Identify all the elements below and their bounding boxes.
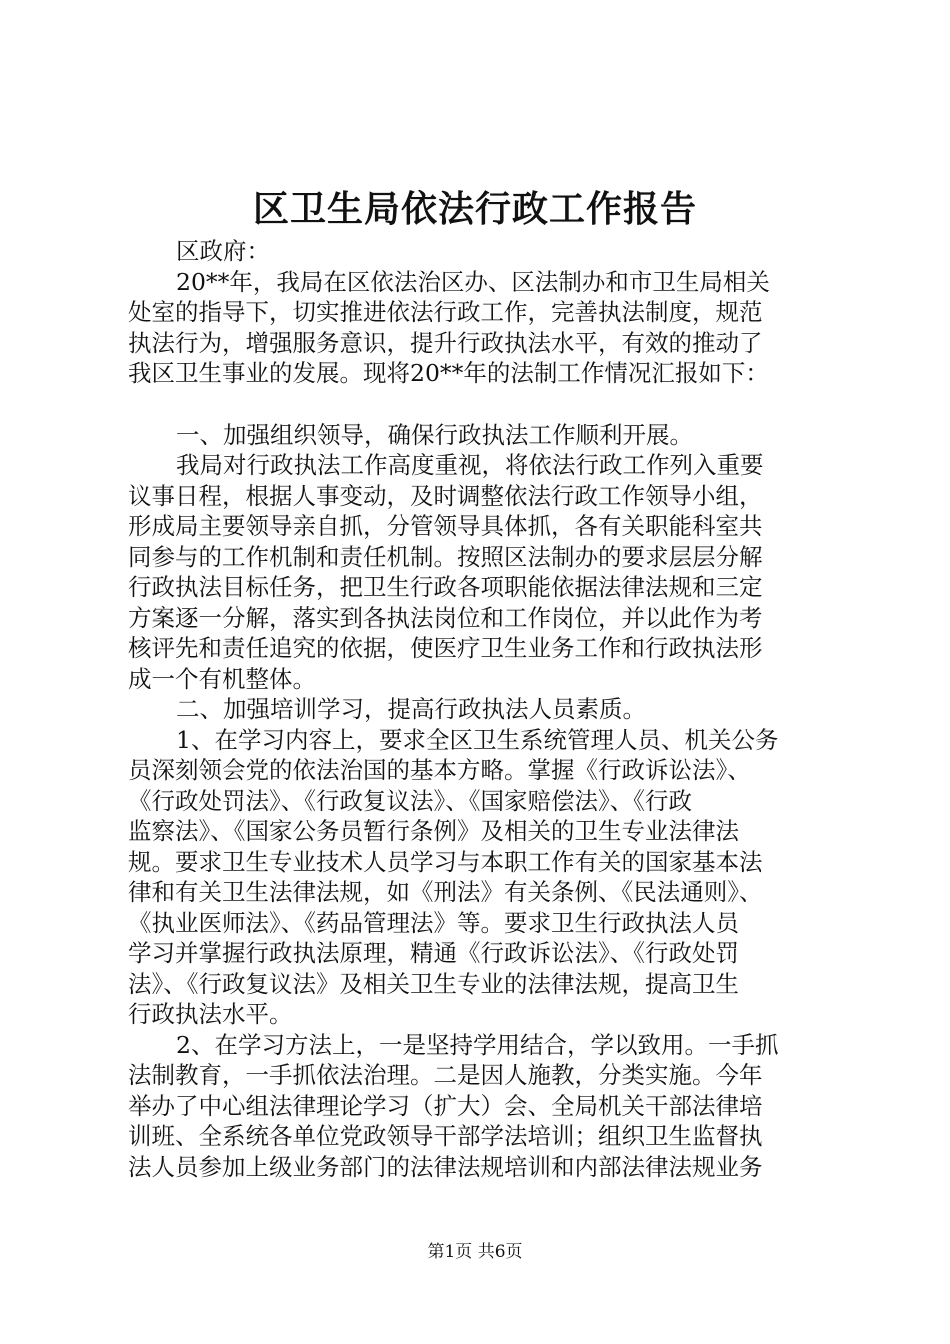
document-title: 区卫生局依法行政工作报告 <box>252 188 697 230</box>
body-line: 形成局主要领导亲自抓，分管领导具体抓，各有关职能科室共 <box>128 512 763 540</box>
body-line: 举办了中心组法律理论学习（扩大）会、全局机关干部法律培 <box>128 1091 763 1120</box>
body-line: 处室的指导下，切实推进依法行政工作，完善执法制度，规范 <box>128 298 763 326</box>
body-line: 2、在学习方法上，一是坚持学用结合，学以致用。一手抓 <box>176 1030 779 1059</box>
body-line: 方案逐一分解，落实到各执法岗位和工作岗位，并以此作为考 <box>128 603 763 632</box>
paragraph-gap <box>128 389 828 420</box>
body-line: 《执业医师法》、《药品管理法》等。要求卫生行政执法人员 <box>128 908 739 937</box>
body-line: 规。要求卫生专业技术人员学习与本职工作有关的国家基本法 <box>128 847 763 876</box>
body-line: 法人员参加上级业务部门的法律法规培训和内部法律法规业务 <box>128 1152 763 1181</box>
body-line: 同参与的工作机制和责任机制。按照区法制办的要求层层分解 <box>128 542 763 571</box>
body-line: 行政执法目标任务，把卫生行政各项职能依据法律法规和三定 <box>128 573 763 601</box>
section-heading-1: 一、加强组织领导，确保行政执法工作顺利开展。 <box>176 420 693 449</box>
body-line: 行政执法水平。 <box>128 1000 293 1028</box>
body-line: 法制教育，一手抓依法治理。二是因人施教，分类实施。今年 <box>128 1061 763 1089</box>
body-line: 20**年，我局在区依法治区办、区法制办和市卫生局相关 <box>176 267 770 296</box>
body-line: 1、在学习内容上，要求全区卫生系统管理人员、机关公务 <box>176 725 779 754</box>
document-body <box>128 236 828 1182</box>
salutation: 区政府： <box>176 237 270 265</box>
body-line: 《行政处罚法》、《行政复议法》、《国家赔偿法》、《行政 <box>128 786 692 815</box>
section-heading-2: 二、加强培训学习，提高行政执法人员素质。 <box>176 695 646 723</box>
body-line: 我区卫生事业的发展。现将20**年的法制工作情况汇报如下： <box>128 359 769 387</box>
body-line: 执法行为，增强服务意识，提升行政执法水平，有效的推动了 <box>128 328 763 357</box>
body-line: 成一个有机整体。 <box>128 664 316 693</box>
body-line: 核评先和责任追究的依据，使医疗卫生业务工作和行政执法形 <box>128 634 763 662</box>
body-line: 议事日程，根据人事变动，及时调整依法行政工作领导小组， <box>128 481 763 510</box>
body-line: 我局对行政执法工作高度重视，将依法行政工作列入重要 <box>176 451 764 479</box>
body-line: 学习并掌握行政执法原理，精通《行政诉讼法》、《行政处罚 <box>128 939 739 967</box>
body-line: 监察法》、《国家公务员暂行条例》及相关的卫生专业法律法 <box>128 817 739 845</box>
body-line: 律和有关卫生法律法规，如《刑法》有关条例、《民法通则》、 <box>128 878 763 906</box>
body-line: 法》、《行政复议法》及相关卫生专业的法律法规，提高卫生 <box>128 969 739 998</box>
body-line: 训班、全系统各单位党政领导干部学法培训；组织卫生监督执 <box>128 1122 763 1150</box>
body-line: 员深刻领会党的依法治国的基本方略。掌握《行政诉讼法》、 <box>128 756 751 784</box>
page-footer: 第1页 共6页 <box>427 1242 523 1262</box>
